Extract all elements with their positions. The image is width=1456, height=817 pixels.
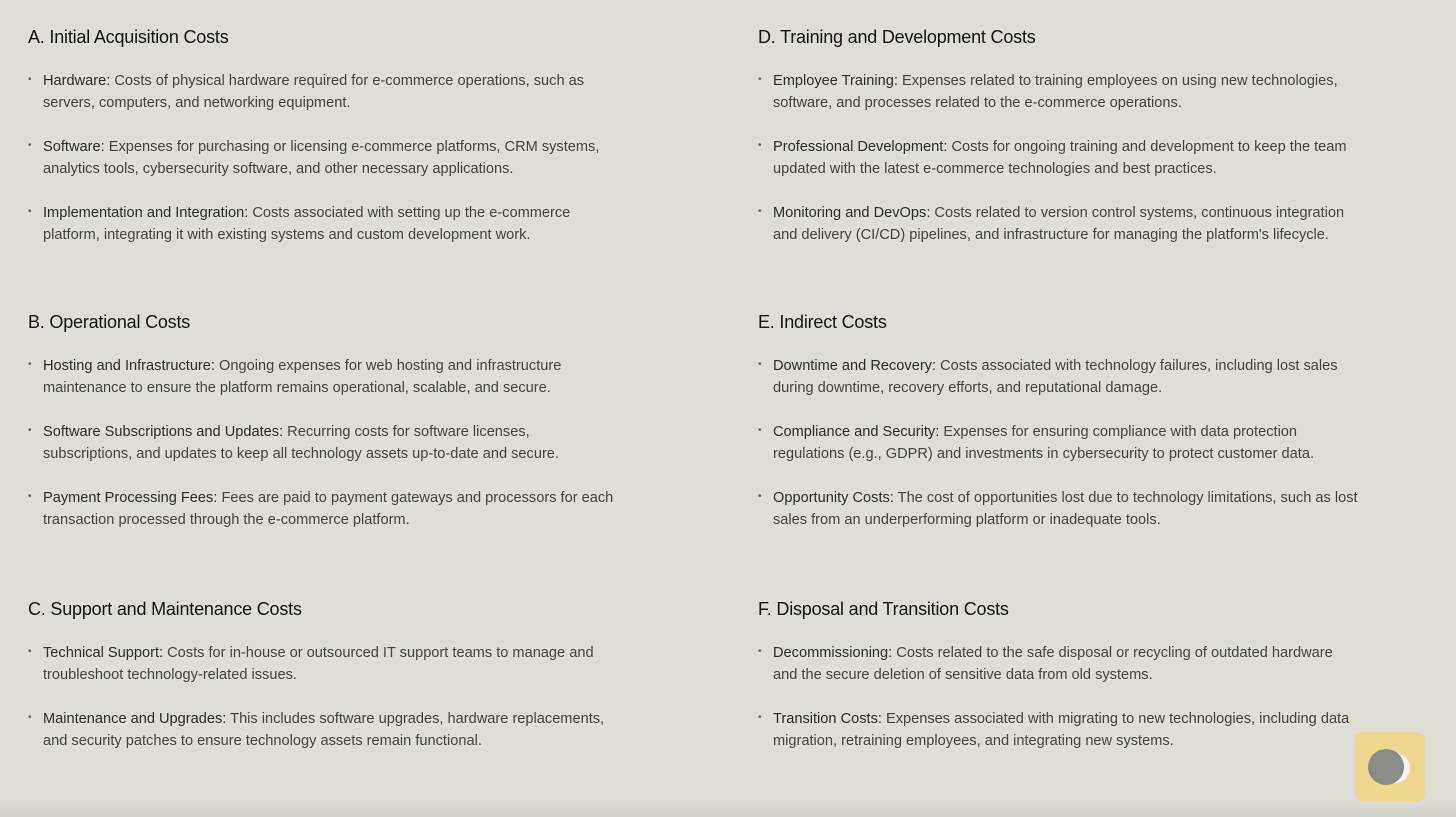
list-item [758,70,1358,114]
item-term: Hardware: [43,73,111,89]
list-item [28,202,618,246]
list-item [758,355,1358,399]
item-text: Fees are paid to payment gateways and processors for each transaction processed through the e-commerce platform. [43,490,614,528]
item-term: Employee Training: [773,73,898,89]
section-training-development-costs [758,26,1358,246]
item-term: Implementation and Integration: [43,205,249,221]
list-item [758,136,1358,180]
item-term: Hosting and Infrastructure: [43,358,215,374]
item-term: Transition Costs: [773,711,882,727]
list-item [28,421,618,465]
item-text: Costs associated with setting up the e-commerce platform, integrating it with existing systems and custom development work. [43,205,571,243]
section-title: A. Initial Acquisition Costs [28,27,229,47]
section-title: E. Indirect Costs [758,312,887,332]
list-item [758,421,1358,465]
item-term: Compliance and Security: [773,424,940,440]
cost-list [28,355,618,531]
overlapping-circles-icon [1355,732,1425,802]
item-text: Costs for ongoing training and development to keep the team updated with the latest e-commerce technologies and best practices. [773,139,1347,177]
item-text: Costs associated with technology failures, including lost sales during downtime, recovery efforts, and reputational damage. [773,358,1338,396]
item-text: Costs for in-house or outsourced IT support teams to manage and troubleshoot technology-related issues. [43,645,594,683]
item-text: The cost of opportunities lost due to technology limitations, such as lost sales from an underperforming platform or inadequate tools. [773,490,1358,528]
item-text: Costs related to the safe disposal or recycling of outdated hardware and the secure deletion of sensitive data from old systems. [773,645,1333,683]
cost-list [758,355,1358,531]
section-support-maintenance-costs [28,598,618,752]
list-item [28,70,618,114]
section-disposal-transition-costs [758,598,1358,752]
list-item [758,642,1358,686]
list-item [758,708,1358,752]
cost-list [758,70,1358,246]
item-term: Downtime and Recovery: [773,358,937,374]
item-text: Costs of physical hardware required for e-commerce operations, such as servers, computers, and networking equipment. [43,73,585,111]
section-title: B. Operational Costs [28,312,191,332]
item-term: Professional Development: [773,139,948,155]
list-item [28,487,618,531]
assistant-button[interactable] [1355,732,1425,802]
item-term: Opportunity Costs: [773,490,894,506]
list-item [28,642,618,686]
item-text: Recurring costs for software licenses, subscriptions, and updates to keep all technology assets up-to-date and secure. [43,424,559,462]
section-title: D. Training and Development Costs [758,27,1036,47]
item-term: Software: [43,139,105,155]
item-term: Payment Processing Fees: [43,490,218,506]
item-term: Maintenance and Upgrades: [43,711,227,727]
cost-list [28,642,618,752]
item-text: Costs related to version control systems, continuous integration and delivery (CI/CD) pipelines, and infrastructure for managing the platform's lifecycle. [773,205,1345,243]
item-text: Ongoing expenses for web hosting and infrastructure maintenance to ensure the platform remains operational, scalable, and secure. [43,358,562,396]
item-text: This includes software upgrades, hardware replacements, and security patches to ensure technology assets remain functional. [43,711,605,749]
bottom-fade [0,801,1456,817]
item-term: Monitoring and DevOps: [773,205,931,221]
cost-list [758,642,1358,752]
item-text: Expenses related to training employees on using new technologies, software, and processes related to the e-commerce operations. [773,73,1338,111]
section-title: C. Support and Maintenance Costs [28,599,302,619]
section-indirect-costs [758,311,1358,531]
item-text: Expenses for purchasing or licensing e-commerce platforms, CRM systems, analytics tools, cybersecurity software, and other necessary applications. [43,139,600,177]
list-item [758,487,1358,531]
section-operational-costs [28,311,618,531]
item-term: Technical Support: [43,645,164,661]
list-item [28,355,618,399]
cost-list [28,70,618,246]
section-initial-acquisition-costs [28,26,618,246]
list-item [28,708,618,752]
item-text: Expenses for ensuring compliance with data protection regulations (e.g., GDPR) and investments in cybersecurity to protect customer data. [773,424,1315,462]
list-item [758,202,1358,246]
list-item [28,136,618,180]
section-title: F. Disposal and Transition Costs [758,599,1009,619]
item-text: Expenses associated with migrating to new technologies, including data migration, retraining employees, and integrating new systems. [773,711,1350,749]
item-term: Software Subscriptions and Updates: [43,424,284,440]
item-term: Decommissioning: [773,645,893,661]
